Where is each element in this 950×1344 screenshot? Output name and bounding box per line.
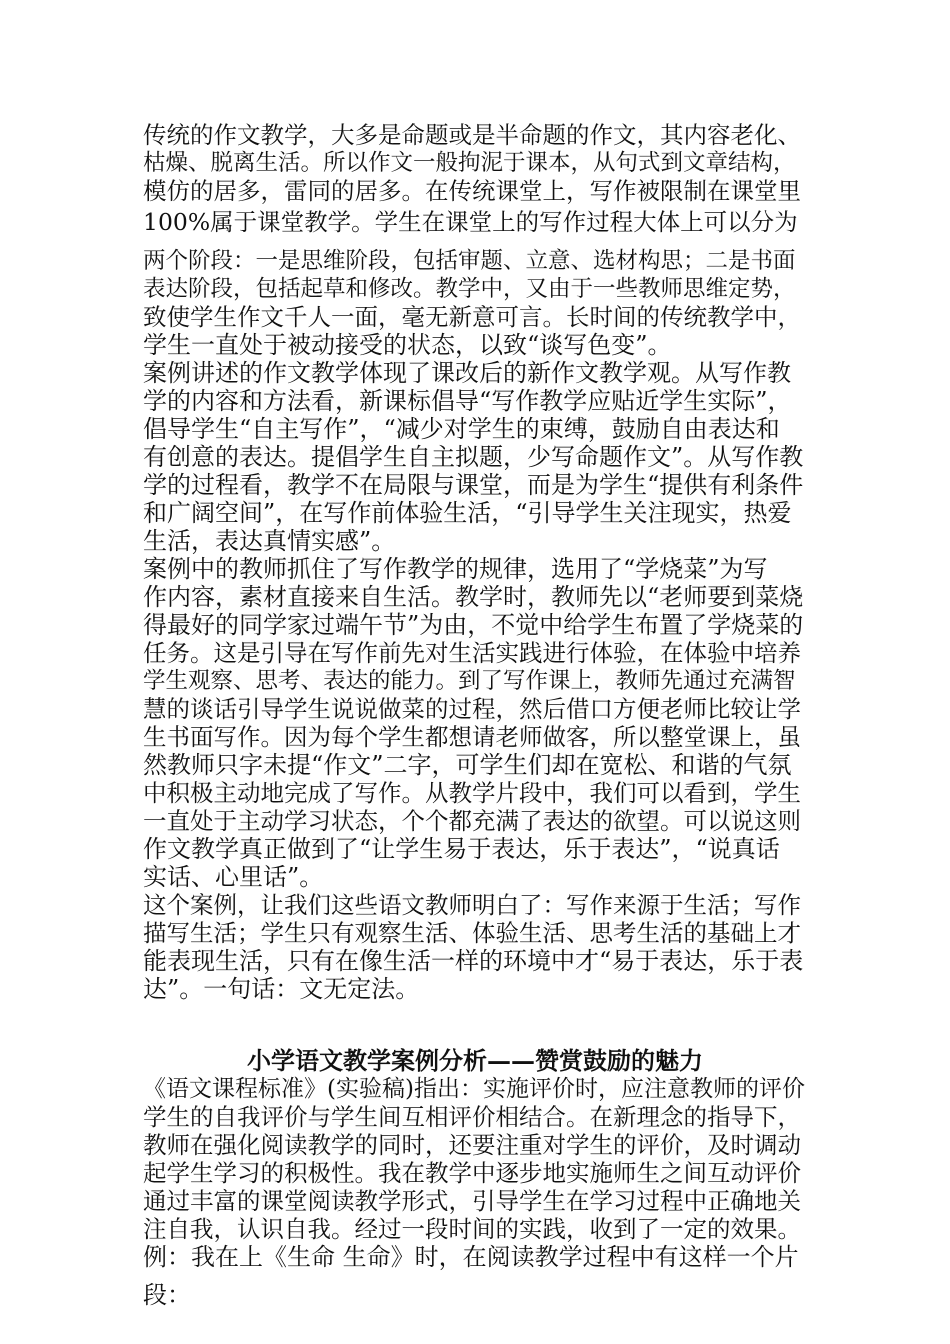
text-line: 达”。一句话：文无定法。 xyxy=(143,975,420,1003)
text-line: 有创意的表达。提倡学生自主拟题，少写命题作文”。从写作教 xyxy=(143,443,804,471)
text-line: 这个案例，让我们这些语文教师明白了：写作来源于生活；写作 xyxy=(143,891,801,919)
text-line: 能表现生活，只有在像生活一样的环境中才“易于表达，乐于表 xyxy=(143,947,804,975)
section-title: 小学语文教学案例分析——赞赏鼓励的魅力 xyxy=(247,1046,703,1075)
text-line: 例：我在上《生命 生命》时，在阅读教学过程中有这样一个片 xyxy=(143,1243,799,1271)
text-line: 然教师只字未提“作文”二字，可学生们却在宽松、和谐的气氛 xyxy=(143,751,792,779)
text-line: 实话、心里话”。 xyxy=(143,863,324,891)
text-line: 100%属于课堂教学。学生在课堂上的写作过程大体上可以分为 xyxy=(143,208,798,236)
text-line: 任务。这是引导在写作前先对生活实践进行体验，在体验中培养 xyxy=(143,639,801,667)
text-line: 段： xyxy=(143,1281,191,1309)
text-line: 中积极主动地完成了写作。从教学片段中，我们可以看到，学生 xyxy=(143,779,801,807)
text-line: 得最好的同学家过端午节”为由，不觉中给学生布置了学烧菜的 xyxy=(143,611,804,639)
text-line: 案例讲述的作文教学体现了课改后的新作文教学观。从写作教 xyxy=(143,359,791,387)
text-line: 模仿的居多，雷同的居多。在传统课堂上，写作被限制在课堂里 xyxy=(143,177,801,205)
text-line: 作文教学真正做到了“让学生易于表达，乐于表达”，“说真话 xyxy=(143,835,780,863)
text-line: 慧的谈话引导学生说说做菜的过程，然后借口方便老师比较让学 xyxy=(143,695,801,723)
text-line: 学的过程看，教学不在局限与课堂，而是为学生“提供有利条件 xyxy=(143,471,804,499)
text-line: 生活，表达真情实感”。 xyxy=(143,527,396,555)
text-line: 通过丰富的课堂阅读教学形式，引导学生在学习过程中正确地关 xyxy=(143,1187,801,1215)
text-line: 传统的作文教学，大多是命题或是半命题的作文，其内容老化、 xyxy=(143,121,801,149)
text-line: 生书面写作。因为每个学生都想请老师做客，所以整堂课上，虽 xyxy=(143,723,801,751)
text-line: 倡导学生“自主写作”，“减少对学生的束缚，鼓励自由表达和 xyxy=(143,415,780,443)
text-line: 描写生活；学生只有观察生活、体验生活、思考生活的基础上才 xyxy=(143,919,801,947)
text-line: 一直处于主动学习状态，个个都充满了表达的欲望。可以说这则 xyxy=(143,807,801,835)
text-line: 表达阶段，包括起草和修改。教学中，又由于一些教师思维定势， xyxy=(143,276,796,302)
text-line: 起学生学习的积极性。我在教学中逐步地实施师生之间互动评价 xyxy=(143,1159,801,1187)
text-line: 致使学生作文千人一面，毫无新意可言。长时间的传统教学中， xyxy=(143,303,801,331)
text-line: 注自我，认识自我。经过一段时间的实践，收到了一定的效果。 xyxy=(143,1215,801,1243)
text-line: 两个阶段：一是思维阶段，包括审题、立意、选材构思；二是书面 xyxy=(143,248,796,274)
text-line: 教师在强化阅读教学的同时，还要注重对学生的评价，及时调动 xyxy=(143,1131,801,1159)
text-line: 学的内容和方法看，新课标倡导“写作教学应贴近学生实际”， xyxy=(143,387,792,415)
text-line: 《语文课程标准》(实验稿)指出：实施评价时，应注意教师的评价 xyxy=(143,1076,805,1102)
text-line: 学生的自我评价与学生间互相评价相结合。在新理念的指导下， xyxy=(143,1103,801,1131)
text-line: 作内容，素材直接来自生活。教学时，教师先以“老师要到菜烧 xyxy=(143,583,804,611)
text-line: 和广阔空间”，在写作前体验生活，“引导学生关注现实，热爱 xyxy=(143,499,792,527)
text-line: 学生一直处于被动接受的状态，以致“谈写色变”。 xyxy=(143,331,672,359)
text-line: 枯燥、脱离生活。所以作文一般拘泥于课本，从句式到文章结构， xyxy=(143,150,796,176)
text-line: 案例中的教师抓住了写作教学的规律，选用了“学烧菜”为写 xyxy=(143,555,768,583)
text-line: 学生观察、思考、表达的能力。到了写作课上，教师先通过充满智 xyxy=(143,668,796,694)
